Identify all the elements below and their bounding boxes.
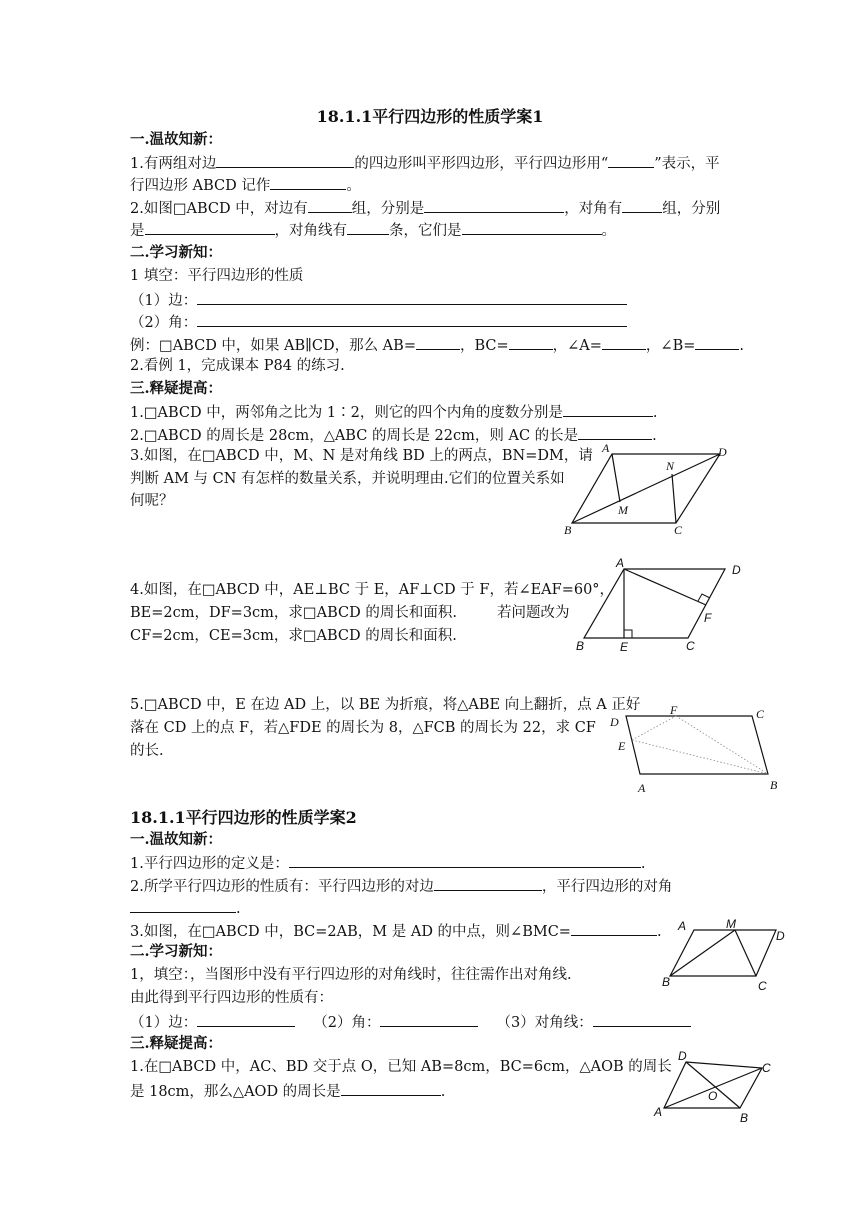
text: 。	[601, 223, 616, 239]
text: 2.所学平行四边形的性质有：平行四边形的对边	[130, 879, 434, 895]
text: .	[236, 901, 241, 917]
answer-blank[interactable]	[341, 1080, 441, 1096]
answer-blank[interactable]	[424, 197, 564, 213]
exercise-4-line-1: 4.如图，在□ABCD 中，AE⊥BC 于 E，AF⊥CD 于 F，若∠EAF=60°，	[130, 582, 615, 598]
text: 条，它们是	[389, 223, 462, 239]
label-C: C	[686, 639, 695, 653]
new-knowledge-line-1: 1，填空：，当图形中没有平行四边形的对角线时，往往需作出对角线.	[130, 967, 572, 983]
text: .	[656, 924, 662, 940]
label-A: A	[638, 781, 646, 795]
text: 例：□ABCD 中，如果 AB∥CD，那么 AB=	[130, 338, 416, 354]
figure-parallelogram-mn	[560, 442, 730, 537]
section-improve-1: 三.释疑提高：	[130, 380, 223, 397]
text: ，对角有	[564, 201, 623, 217]
text: ，对角线有	[274, 223, 347, 239]
label-A: A	[678, 919, 687, 933]
figure-parallelogram-fold	[604, 702, 784, 797]
text: ，∠A=	[552, 338, 602, 354]
section-new-knowledge-2: 二.学习新知：	[130, 943, 223, 960]
review-question-3	[130, 920, 662, 942]
worksheet-title-2: 18.1.1平行四边形的性质学案2	[130, 808, 357, 827]
label-C: C	[758, 979, 767, 993]
worksheet-title-1: 18.1.1平行四边形的性质学案1	[316, 107, 544, 126]
example-line	[130, 334, 744, 356]
answer-blank[interactable]	[462, 219, 602, 235]
answer-blank[interactable]	[308, 197, 352, 213]
text: .	[739, 338, 744, 354]
answer-blank[interactable]	[602, 334, 646, 350]
label-N: N	[666, 459, 675, 473]
text: ，BC=	[459, 338, 509, 354]
answer-blank[interactable]	[509, 334, 553, 350]
label-B: B	[662, 975, 671, 989]
answer-blank[interactable]	[197, 311, 627, 327]
text: （1）边：	[130, 293, 198, 309]
label-B: B	[740, 1111, 749, 1125]
answer-blank[interactable]	[289, 852, 641, 868]
exercise-4-line-3: CF=2cm，CE=3cm，求□ABCD 的周长和面积.	[130, 628, 457, 644]
label-D: D	[718, 445, 727, 459]
section-review-2: 一.温故知新：	[130, 831, 223, 848]
text: 3.如图，在□ABCD 中，BC=2AB，M 是 AD 的中点，则∠BMC=	[130, 924, 571, 940]
label-E: E	[620, 640, 629, 654]
text: 的四边形叫平形四边形，平行四边形用“	[354, 156, 609, 172]
figure-parallelogram-ef	[570, 556, 750, 656]
text: 行四边形 ABCD 记作	[130, 178, 271, 194]
label-D: D	[610, 715, 619, 729]
question-2-line-2	[130, 219, 616, 241]
review-properties-line	[130, 875, 672, 897]
answer-blank[interactable]	[347, 219, 389, 235]
text: （2）角：	[130, 315, 198, 331]
answer-blank[interactable]	[270, 174, 346, 190]
exercise-3-line-3: 何呢？	[130, 493, 174, 509]
text: 组，分别是	[351, 201, 425, 217]
improve-exercise-1-line-2	[130, 1080, 445, 1102]
label-A: A	[616, 556, 625, 570]
text: 是	[130, 223, 145, 239]
exercise-1	[130, 401, 657, 423]
improve-exercise-1-line-1: 1.在□ABCD 中，AC、BD 交于点 O，已知 AB=8cm，BC=6cm，△AOB 的周长	[130, 1059, 672, 1075]
label-B: B	[564, 523, 572, 537]
exercise-5-line-1: 5.□ABCD 中，E 在边 AD 上，以 BE 为折痕，将△ABE 向上翻折，点 A 正好	[130, 697, 641, 713]
text: .	[652, 428, 657, 444]
text: .	[440, 1084, 446, 1100]
text: （1）边：	[130, 1015, 198, 1031]
answer-blank[interactable]	[608, 152, 654, 168]
label-D: D	[776, 929, 785, 943]
label-M: M	[618, 503, 628, 517]
text: ”表示，平	[654, 156, 720, 172]
section-new-knowledge-1: 二.学习新知：	[130, 244, 223, 261]
label-B: B	[576, 639, 585, 653]
label-A: A	[654, 1105, 663, 1119]
figure-parallelogram-midpoint	[656, 918, 796, 996]
text: 2.□ABCD 的周长是 28cm，△ABC 的周长是 22cm，则 AC 的长是	[130, 428, 579, 444]
text: ，平行四边形的对角	[541, 879, 673, 895]
text: 1.□ABCD 中，两邻角之比为 1∶2，则它的四个内角的度数分别是	[130, 405, 563, 421]
answer-blank[interactable]	[434, 875, 542, 891]
label-M: M	[726, 917, 736, 931]
answer-blank[interactable]	[130, 897, 236, 913]
review-definition-line	[130, 852, 645, 874]
exercise-5-line-2: 落在 CD 上的点 F，若△FDE 的周长为 8，△FCB 的周长为 22，求 CF	[130, 720, 596, 736]
answer-blank[interactable]	[622, 197, 662, 213]
question-2-line-1	[130, 197, 720, 219]
property-sides-line	[130, 289, 627, 311]
exercise-4-line-2	[130, 603, 569, 623]
answer-blank[interactable]	[145, 219, 275, 235]
text: .	[652, 405, 658, 421]
label-C: C	[762, 1061, 771, 1075]
answer-blank[interactable]	[197, 289, 627, 305]
text: 若问题改为	[496, 605, 570, 621]
figure-parallelogram-diagonals	[650, 1050, 790, 1132]
answer-blank[interactable]	[571, 920, 657, 936]
label-A: A	[602, 441, 610, 455]
answer-blank[interactable]	[416, 334, 460, 350]
exercise-5-line-3: 的长.	[130, 743, 164, 759]
text: 1.有两组对边	[130, 156, 217, 172]
question-1-line-1	[130, 152, 720, 174]
text: ，∠B=	[645, 338, 696, 354]
text: BE=2cm，DF=3cm，求□ABCD 的周长和面积.	[130, 605, 457, 621]
new-knowledge-properties	[130, 1011, 691, 1033]
section-review-1: 一.温故知新：	[130, 131, 223, 148]
question-1-line-2	[130, 174, 361, 196]
text: 是 18cm，那么△AOD 的周长是	[130, 1084, 341, 1100]
text: （2）角：	[313, 1015, 381, 1031]
label-D: D	[678, 1049, 687, 1063]
text: 2.如图□ABCD 中，对边有	[130, 201, 308, 217]
label-E: E	[618, 739, 626, 753]
answer-blank[interactable]	[695, 334, 739, 350]
answer-blank[interactable]	[563, 401, 653, 417]
exercise-3-line-1: 3.如图，在□ABCD 中，M、N 是对角线 BD 上的两点，BN=DM，请	[130, 448, 593, 464]
text: 组，分别	[662, 201, 721, 217]
practice-instruction: 2.看例 1，完成课本 P84 的练习.	[130, 358, 345, 374]
text: .	[640, 856, 646, 872]
answer-blank[interactable]	[380, 1011, 478, 1027]
fill-in-heading: 1 填空：平行四边形的性质	[130, 268, 304, 284]
label-C: C	[674, 523, 683, 537]
text: 1.平行四边形的定义是：	[130, 856, 289, 872]
text: 。	[346, 178, 361, 194]
answer-blank[interactable]	[593, 1011, 691, 1027]
label-F: F	[670, 703, 678, 717]
new-knowledge-line-2: 由此得到平行四边形的性质有：	[130, 990, 333, 1006]
property-angles-line	[130, 311, 627, 333]
label-F: F	[704, 611, 712, 625]
answer-blank[interactable]	[197, 1011, 295, 1027]
text: （3）对角线：	[496, 1015, 593, 1031]
answer-blank[interactable]	[216, 152, 354, 168]
label-C: C	[756, 707, 765, 721]
review-properties-line-2	[130, 897, 241, 919]
section-improve-2: 三.释疑提高：	[130, 1035, 223, 1052]
label-D: D	[732, 563, 741, 577]
label-O: O	[708, 1089, 718, 1103]
label-B: B	[770, 778, 778, 792]
answer-blank[interactable]	[578, 424, 652, 440]
exercise-3-line-2: 判断 AM 与 CN 有怎样的数量关系，并说明理由.它们的位置关系如	[130, 471, 565, 487]
